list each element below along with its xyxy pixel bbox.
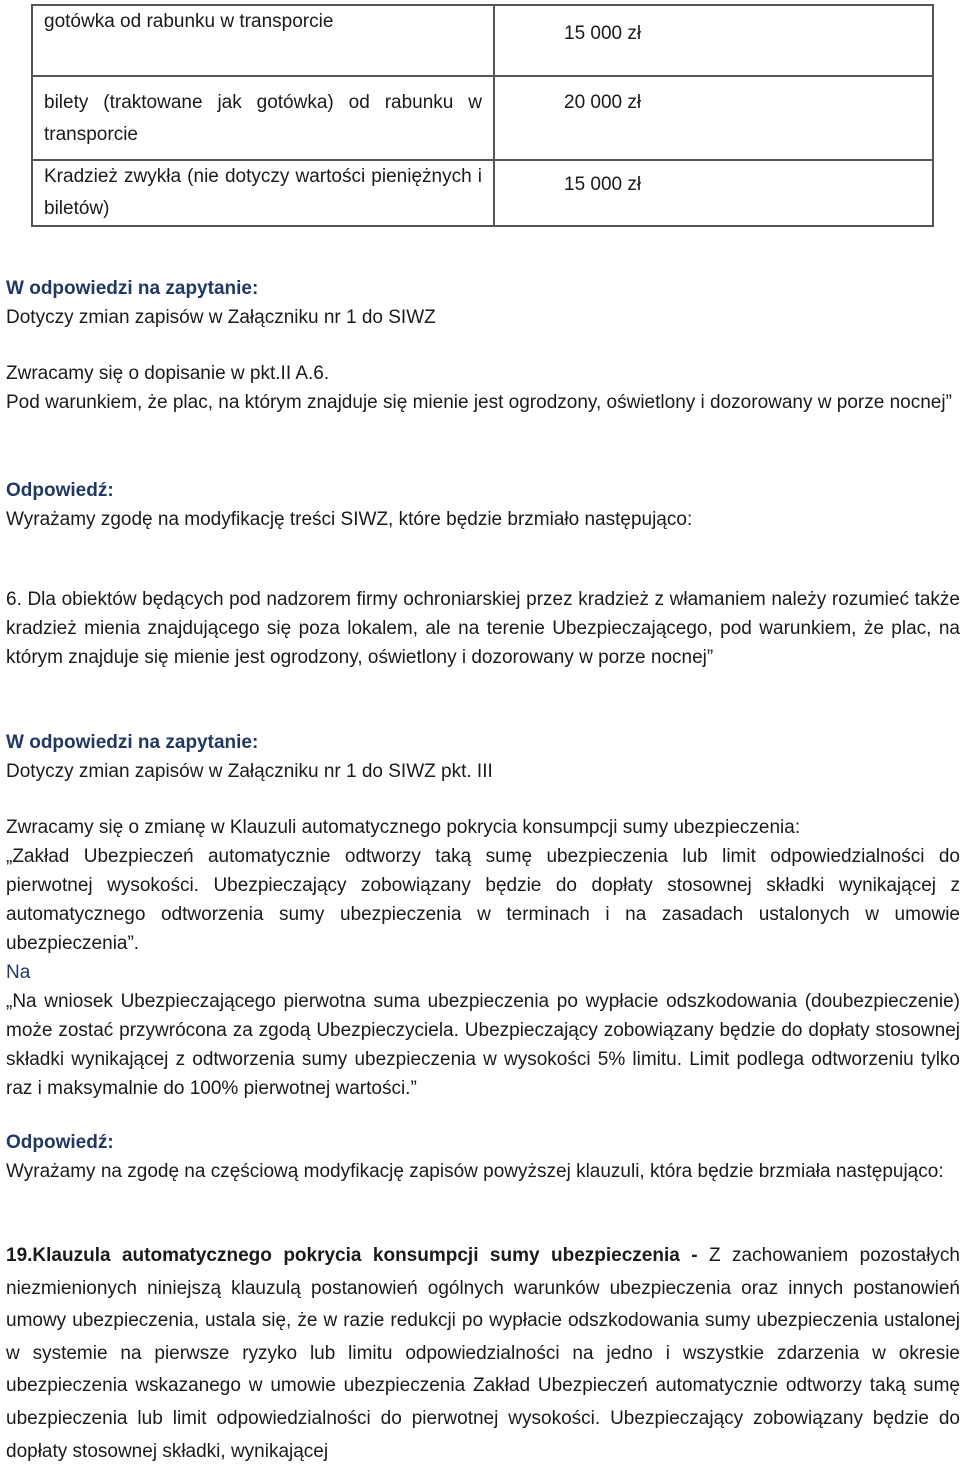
q1-answer-heading: Odpowiedź:	[6, 480, 114, 501]
table-cell-value: 15 000 zł	[494, 5, 933, 76]
table-cell-value: 20 000 zł	[494, 76, 933, 160]
q2-clause	[6, 1240, 960, 1468]
q1-request-text: Pod warunkiem, że plac, na którym znajduje się mienie jest ogrodzony, oświetlony i dozorowany w porze nocnej”	[6, 392, 952, 413]
table-cell-label: gotówka od rabunku w transporcie	[32, 5, 494, 76]
limits-table	[31, 4, 934, 227]
q2-request-line: Zwracamy się o zmianę w Klauzuli automatycznego pokrycia konsumpcji sumy ubezpieczenia:	[6, 817, 801, 838]
q1-heading: W odpowiedzi na zapytanie:	[6, 278, 259, 299]
q1-answer-intro: Wyrażamy zgodę na modyfikację treści SIWZ, które będzie brzmiało następująco:	[6, 509, 693, 530]
q2-answer-intro: Wyrażamy na zgodę na częściową modyfikację zapisów powyższej klauzuli, która będzie brzmiała następująco:	[6, 1161, 944, 1182]
q2-request-text: „Zakład Ubezpieczeń automatycznie odtworzy taką sumę ubezpieczenia lub limit odpowiedzialności do pierwotnej wysokości. Ubezpieczający zobowiązany będzie do dopłaty stosownej składki wynikającej z automatycznego odtworzenia sumy ubezpieczenia w terminach i na zasadach ustalonych w umowie ubezpieczenia”.	[6, 846, 960, 954]
q1-answer-text: 6. Dla obiektów będących pod nadzorem firmy ochroniarskiej przez kradzież z włamaniem należy rozumieć także kradzież mienia znajdującego się poza lokalem, ale na terenie Ubezpieczającego, pod warunkiem, że plac, na którym znajduje się mienie jest ogrodzony, oświetlony i dozorowany w porze nocnej”	[6, 589, 960, 668]
table-row	[32, 160, 933, 226]
clause-text: Z zachowaniem pozostałych niezmienionych niniejszą klauzulą postanowień ogólnych warunków ubezpieczenia oraz innych postanowień umowy ubezpieczenia, ustala się, że w razie redukcji po wypłacie odszkodowania sumy ubezpieczenia ustalonej w systemie na pierwsze ryzyko lub limitu odpowiedzialności na jedno i wszystkie zdarzenia w okresie ubezpieczenia wskazanego w umowie ubezpieczenia Zakład Ubezpieczeń automatycznie odtworzy taką sumę ubezpieczenia lub limit odpowiedzialności do pierwotnej wysokości. Ubezpieczający zobowiązany będzie do dopłaty stosownej składki, wynikającej	[6, 1245, 960, 1462]
table-cell-label: Kradzież zwykła (nie dotyczy wartości pieniężnych i biletów)	[32, 160, 494, 226]
q2-na-text: „Na wniosek Ubezpieczającego pierwotna suma ubezpieczenia po wypłacie odszkodowania (doubezpieczenie) może zostać przywrócona za zgodą Ubezpieczyciela. Ubezpieczający zobowiązany będzie do dopłaty stosownej składki wynikającej z odtworzenia sumy ubezpieczenia w wysokości 5% limitu. Limit podlega odtworzeniu tylko raz i maksymalnie do 100% pierwotnej wartości.”	[6, 991, 960, 1099]
table-row	[32, 76, 933, 160]
q2-subheading: Dotyczy zmian zapisów w Załączniku nr 1 do SIWZ pkt. III	[6, 761, 493, 782]
table-cell-value: 15 000 zł	[494, 160, 933, 226]
q1-subheading: Dotyczy zmian zapisów w Załączniku nr 1 do SIWZ	[6, 307, 436, 328]
q2-na-line: Na	[6, 962, 31, 983]
q2-heading: W odpowiedzi na zapytanie:	[6, 732, 259, 753]
q1-request-line: Zwracamy się o dopisanie w pkt.II A.6.	[6, 363, 330, 384]
clause-dash: -	[679, 1245, 710, 1266]
clause-title: 19.Klauzula automatycznego pokrycia konsumpcji sumy ubezpieczenia	[6, 1245, 680, 1266]
table-row	[32, 5, 933, 76]
table-cell-label: bilety (traktowane jak gotówka) od rabunku w transporcie	[32, 76, 494, 160]
q2-answer-heading: Odpowiedź:	[6, 1132, 114, 1153]
